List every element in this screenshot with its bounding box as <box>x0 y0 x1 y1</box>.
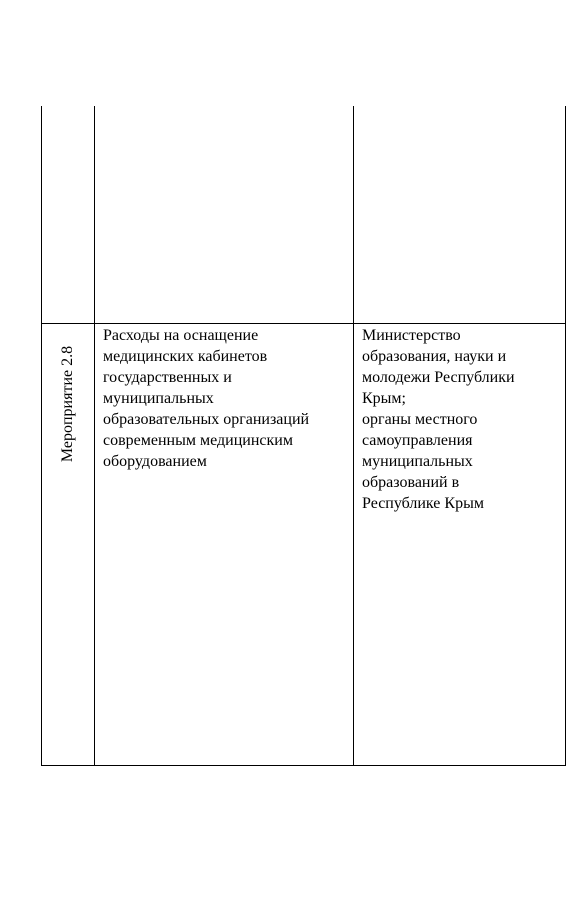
table-border-bottom <box>41 765 566 766</box>
table-column-divider-2 <box>353 106 354 766</box>
table-cell-responsible: Министерство образования, науки и молодежи Республики Крым; органы местного самоуправления муниципальных образований в Республике Крым <box>362 327 515 512</box>
table-column-divider-1 <box>94 106 95 766</box>
table-cell-label <box>41 324 94 484</box>
table-row-divider <box>41 323 566 324</box>
measure-label: Мероприятие 2.8 <box>58 345 76 463</box>
table-cell-description: Расходы на оснащение медицинских кабинетов государственных и муниципальных образовательных организаций современным медицинским оборудованием <box>103 327 310 470</box>
table-border-left-upper <box>41 106 42 324</box>
